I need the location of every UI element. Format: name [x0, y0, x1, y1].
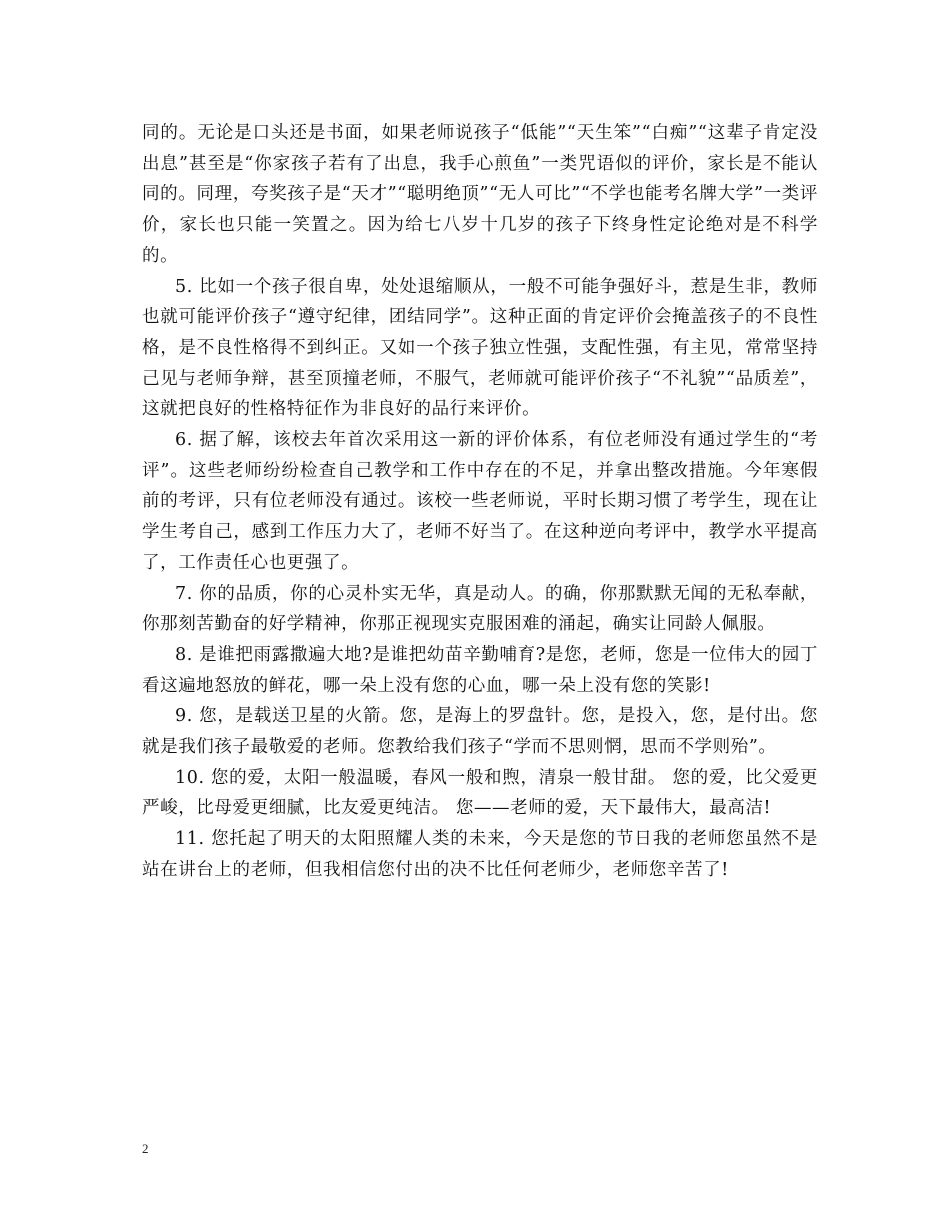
- paragraph-item-6: 6. 据了解，该校去年首次采用这一新的评价体系，有位老师没有通过学生的“考评”。这些老师纷纷检查自己教学和工作中存在的不足，并拿出整改措施。今年寒假前的考评，只有位老师没有通过。该校一些老师说，平时长期习惯了考学生，现在让学生考自己，感到工作压力大了，老师不好当了。在这种逆向考评中，教学水平提高了，工作责任心也更强了。: [142, 430, 818, 573]
- paragraph-item-7: 7. 你的品质，你的心灵朴实无华，真是动人。的确，你那默默无闻的无私奉献，你那刻苦勤奋的好学精神，你那正视现实克服困难的涌起，确实让同龄人佩服。: [142, 583, 818, 635]
- document-body: [142, 118, 818, 886]
- paragraph-item-10: 10. 您的爱，太阳一般温暖，春风一般和煦，清泉一般甘甜。 您的爱，比父爱更严峻，比母爱更细腻，比友爱更纯洁。 您——老师的爱，天下最伟大，最高洁!: [142, 767, 818, 819]
- paragraph-item-8: 8. 是谁把雨露撒遍大地?是谁把幼苗辛勤哺育?是您，老师，您是一位伟大的园丁看这遍地怒放的鲜花，哪一朵上没有您的心血，哪一朵上没有您的笑影!: [142, 644, 818, 696]
- paragraph-item-9: 9. 您，是载送卫星的火箭。您，是海上的罗盘针。您，是投入，您，是付出。您就是我们孩子最敬爱的老师。您教给我们孩子“学而不思则惘，思而不学则殆”。: [142, 706, 818, 758]
- page-number: 2: [142, 1141, 149, 1156]
- paragraph-item-5: 5. 比如一个孩子很自卑，处处退缩顺从，一般不可能争强好斗，惹是生非，教师也就可能评价孩子“遵守纪律，团结同学”。这种正面的肯定评价会掩盖孩子的不良性格，是不良性格得不到纠正。又如一个孩子独立性强，支配性强，有主见，常常坚持己见与老师争辩，甚至顶撞老师，不服气，老师就可能评价孩子“不礼貌”“品质差”，这就把良好的性格特征作为非良好的品行来评价。: [142, 276, 818, 420]
- paragraph-continued: 同的。无论是口头还是书面，如果老师说孩子“低能”“天生笨”“白痴”“这辈子肯定没出息”甚至是“你家孩子若有了出息，我手心煎鱼”一类咒语似的评价，家长是不能认同的。同理，夸奖孩子是“天才”“聪明绝顶”“无人可比”“不学也能考名牌大学”一类评价，家长也只能一笑置之。因为给七八岁十几岁的孩子下终身性定论绝对是不科学的。: [142, 123, 818, 266]
- paragraph-item-11: 11. 您托起了明天的太阳照耀人类的未来，今天是您的节日我的老师您虽然不是站在讲台上的老师，但我相信您付出的决不比任何老师少，老师您辛苦了!: [142, 829, 818, 880]
